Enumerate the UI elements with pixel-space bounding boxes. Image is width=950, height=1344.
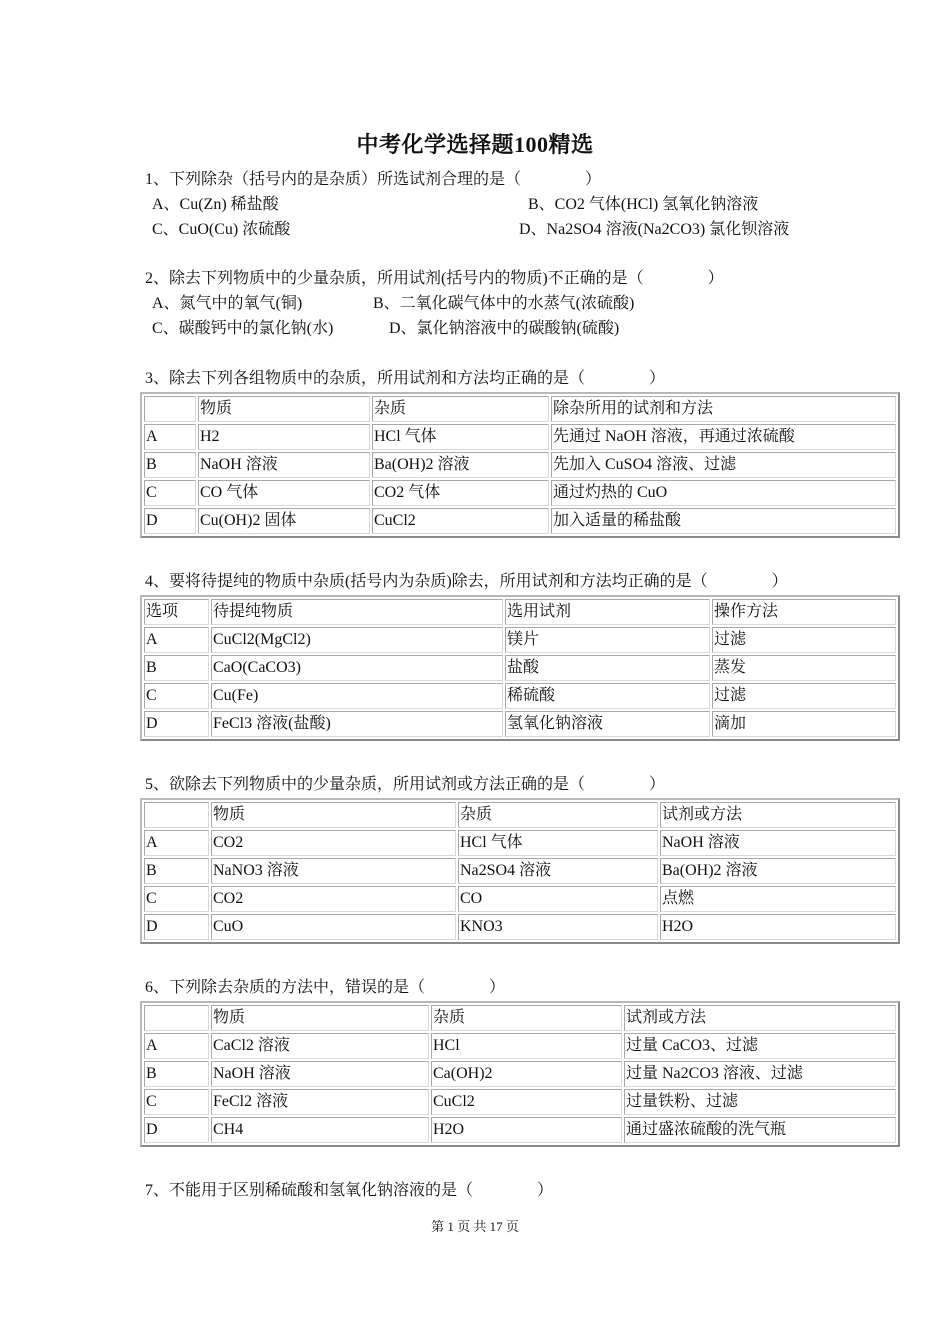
question-4-table: [140, 595, 900, 741]
question-2-option-c: C、碳酸钙中的氯化钠(水): [152, 320, 334, 337]
table-cell: D: [144, 1117, 209, 1143]
question-1-stem: 1、下列除杂（括号内的是杂质）所选试剂合理的是（ ）: [145, 171, 602, 188]
table-row: [144, 424, 896, 450]
table-cell: CO2: [211, 886, 456, 912]
table-header-cell: [144, 802, 209, 828]
table-header-cell: 物质: [211, 802, 456, 828]
table-cell: HCl: [431, 1033, 622, 1059]
page-title: 中考化学选择题100精选: [356, 132, 594, 157]
table-header-cell: 杂质: [372, 396, 549, 422]
table-cell: CuCl2: [372, 508, 549, 534]
table-cell: B: [144, 655, 209, 681]
question-4-stem: 4、要将待提纯的物质中杂质(括号内为杂质)除去，所用试剂和方法均正确的是（ ）: [145, 573, 788, 590]
table-cell: A: [144, 830, 209, 856]
table-cell: CO2 气体: [372, 480, 549, 506]
table-cell: HCl 气体: [372, 424, 549, 450]
question-2-option-b: B、二氧化碳气体中的水蒸气(浓硫酸): [373, 295, 635, 312]
table-header-cell: 试剂或方法: [624, 1005, 896, 1031]
table-cell: A: [144, 1033, 209, 1059]
table-cell: A: [144, 424, 196, 450]
table-cell: 蒸发: [712, 655, 896, 681]
table-cell: D: [144, 508, 196, 534]
table-cell: NaOH 溶液: [660, 830, 896, 856]
page-footer: 第 1 页 共 17 页: [431, 1219, 519, 1234]
table-cell: FeCl2 溶液: [211, 1089, 429, 1115]
table-cell: 过量铁粉、过滤: [624, 1089, 896, 1115]
table-cell: 镁片: [505, 627, 710, 653]
table-row: [144, 1033, 896, 1059]
table-header-cell: [144, 396, 196, 422]
table-cell: CO: [458, 886, 658, 912]
table-cell: D: [144, 711, 209, 737]
table-cell: Ca(OH)2: [431, 1061, 622, 1087]
table-header-row: [144, 599, 896, 625]
question-5-stem: 5、欲除去下列物质中的少量杂质，所用试剂或方法正确的是（ ）: [145, 776, 666, 793]
table-header-cell: 物质: [211, 1005, 429, 1031]
table-cell: 过滤: [712, 627, 896, 653]
question-1-option-b: B、CO2 气体(HCl) 氢氧化钠溶液: [528, 196, 759, 213]
question-3-table: [140, 392, 900, 538]
table-header-row: [144, 1005, 896, 1031]
table-row: [144, 452, 896, 478]
question-1-option-c: C、CuO(Cu) 浓硫酸: [152, 221, 291, 238]
question-3-stem: 3、除去下列各组物质中的杂质，所用试剂和方法均正确的是（ ）: [145, 370, 666, 387]
table-cell: NaOH 溶液: [211, 1061, 429, 1087]
table-cell: CH4: [211, 1117, 429, 1143]
table-row: [144, 683, 896, 709]
table-cell: C: [144, 480, 196, 506]
table-cell: 过量 CaCO3、过滤: [624, 1033, 896, 1059]
question-1-option-a: A、Cu(Zn) 稀盐酸: [152, 196, 279, 213]
table-cell: Ba(OH)2 溶液: [660, 858, 896, 884]
table-cell: H2O: [660, 914, 896, 940]
table-row: [144, 914, 896, 940]
table-cell: B: [144, 858, 209, 884]
table-header-cell: 杂质: [431, 1005, 622, 1031]
table-cell: CaCl2 溶液: [211, 1033, 429, 1059]
table-cell: 通过灼热的 CuO: [551, 480, 896, 506]
table-row: [144, 655, 896, 681]
table-cell: CuO: [211, 914, 456, 940]
table-row: [144, 480, 896, 506]
question-5-table: [140, 798, 900, 944]
table-header-cell: 选项: [144, 599, 209, 625]
table-row: [144, 627, 896, 653]
table-cell: Ba(OH)2 溶液: [372, 452, 549, 478]
table-header-cell: 物质: [198, 396, 370, 422]
table-cell: 先加入 CuSO4 溶液、过滤: [551, 452, 896, 478]
table-cell: CuCl2(MgCl2): [211, 627, 503, 653]
table-cell: KNO3: [458, 914, 658, 940]
table-cell: A: [144, 627, 209, 653]
table-cell: CaO(CaCO3): [211, 655, 503, 681]
table-header-cell: 除杂所用的试剂和方法: [551, 396, 896, 422]
table-row: [144, 508, 896, 534]
table-header-row: [144, 802, 896, 828]
table-cell: 加入适量的稀盐酸: [551, 508, 896, 534]
question-2-option-a: A、氮气中的氧气(铜): [152, 295, 303, 312]
table-row: [144, 1117, 896, 1143]
question-1-option-d: D、Na2SO4 溶液(Na2CO3) 氯化钡溶液: [519, 221, 790, 238]
table-cell: B: [144, 452, 196, 478]
table-header-cell: 操作方法: [712, 599, 896, 625]
table-cell: D: [144, 914, 209, 940]
table-cell: H2O: [431, 1117, 622, 1143]
table-cell: B: [144, 1061, 209, 1087]
table-row: [144, 886, 896, 912]
table-cell: 盐酸: [505, 655, 710, 681]
table-row: [144, 858, 896, 884]
table-cell: CO2: [211, 830, 456, 856]
table-cell: 先通过 NaOH 溶液，再通过浓硫酸: [551, 424, 896, 450]
table-header-cell: 试剂或方法: [660, 802, 896, 828]
table-cell: CuCl2: [431, 1089, 622, 1115]
table-cell: HCl 气体: [458, 830, 658, 856]
table-cell: NaOH 溶液: [198, 452, 370, 478]
table-cell: H2: [198, 424, 370, 450]
table-cell: C: [144, 1089, 209, 1115]
table-header-cell: 选用试剂: [505, 599, 710, 625]
table-cell: Cu(OH)2 固体: [198, 508, 370, 534]
table-row: [144, 711, 896, 737]
table-cell: C: [144, 886, 209, 912]
table-cell: 滴加: [712, 711, 896, 737]
table-cell: C: [144, 683, 209, 709]
table-header-cell: 待提纯物质: [211, 599, 503, 625]
table-header-row: [144, 396, 896, 422]
table-cell: 氢氧化钠溶液: [505, 711, 710, 737]
table-cell: 稀硫酸: [505, 683, 710, 709]
table-cell: 过量 Na2CO3 溶液、过滤: [624, 1061, 896, 1087]
table-cell: 通过盛浓硫酸的洗气瓶: [624, 1117, 896, 1143]
question-6-stem: 6、下列除去杂质的方法中，错误的是（ ）: [145, 979, 506, 996]
table-header-cell: [144, 1005, 209, 1031]
question-7-stem: 7、不能用于区别稀硫酸和氢氧化钠溶液的是（ ）: [145, 1182, 554, 1199]
question-2-stem: 2、除去下列物质中的少量杂质，所用试剂(括号内的物质)不正确的是（ ）: [145, 270, 724, 287]
table-cell: Cu(Fe): [211, 683, 503, 709]
table-row: [144, 1089, 896, 1115]
table-cell: Na2SO4 溶液: [458, 858, 658, 884]
table-cell: FeCl3 溶液(盐酸): [211, 711, 503, 737]
question-2-option-d: D、氯化钠溶液中的碳酸钠(硫酸): [389, 320, 620, 337]
question-6-table: [140, 1001, 900, 1147]
table-cell: CO 气体: [198, 480, 370, 506]
table-cell: 点燃: [660, 886, 896, 912]
table-row: [144, 830, 896, 856]
table-header-cell: 杂质: [458, 802, 658, 828]
table-row: [144, 1061, 896, 1087]
table-cell: NaNO3 溶液: [211, 858, 456, 884]
table-cell: 过滤: [712, 683, 896, 709]
